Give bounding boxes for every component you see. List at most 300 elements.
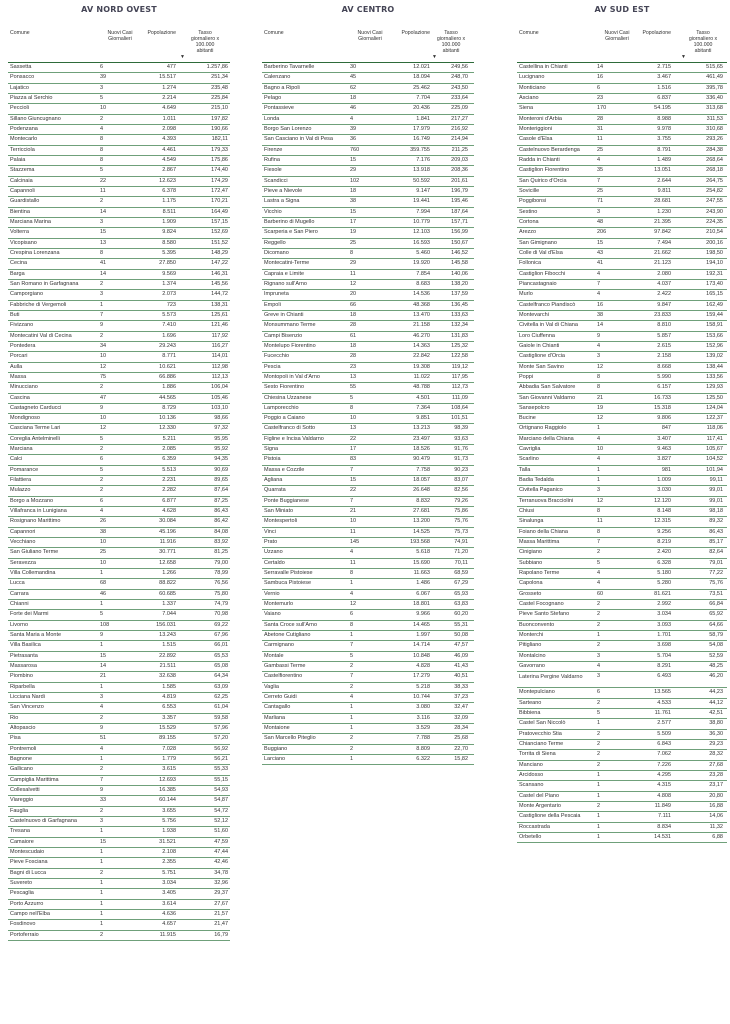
tasso-value: 224,35: [706, 218, 723, 225]
popolazione-value: 3.407: [657, 435, 671, 442]
comune-name: Castelfranco Piandiscò: [519, 301, 576, 308]
tasso-value: 105,46: [211, 394, 228, 401]
nuovi-casi-value: 15: [597, 239, 604, 246]
table-row: [517, 833, 727, 843]
nuovi-casi-value: 1: [350, 755, 354, 762]
table-row: [517, 590, 727, 600]
nuovi-casi-value: 12: [597, 415, 604, 422]
popolazione-value: 97.842: [654, 229, 671, 236]
table-row: [8, 208, 230, 218]
tasso-value: 32,09: [454, 714, 468, 721]
nuovi-casi-value: 12: [350, 280, 357, 287]
tasso-value: 116,27: [211, 342, 228, 349]
nuovi-casi-value: 28: [597, 115, 604, 122]
comune-name: Lucignano: [519, 74, 545, 81]
nuovi-casi-value: 41: [597, 260, 604, 267]
nuovi-casi-value: 1: [100, 683, 104, 690]
table-row: [8, 290, 230, 300]
nuovi-casi-value: 36: [350, 136, 357, 143]
header-tasso-line: 100.000: [441, 42, 461, 48]
popolazione-value: 48.788: [413, 384, 430, 391]
popolazione-value: 3.034: [657, 611, 671, 618]
tasso-value: 63,83: [454, 601, 468, 608]
popolazione-value: 13.470: [413, 311, 430, 318]
header-nuovi-casi: [589, 30, 645, 42]
comune-name: Pelago: [264, 94, 282, 101]
tasso-value: 114,01: [211, 353, 228, 360]
nuovi-casi-value: 2: [100, 487, 104, 494]
popolazione-value: 1.886: [162, 384, 176, 391]
comune-name: Crespina Lorenzana: [10, 249, 60, 256]
popolazione-value: 18.801: [413, 601, 430, 608]
nuovi-casi-value: 10: [100, 353, 107, 360]
table-row: [517, 466, 727, 476]
header-nuovi-casi-line: Giornalieri: [358, 36, 382, 42]
comune-name: Sambuca Pistoiese: [264, 580, 312, 587]
table-row: [517, 187, 727, 197]
popolazione-value: 18.094: [413, 74, 430, 81]
nuovi-casi-value: 46: [350, 105, 357, 112]
comune-name: Montelupo Fiorentino: [264, 342, 316, 349]
popolazione-value: 10.744: [413, 694, 430, 701]
popolazione-value: 5.218: [416, 683, 430, 690]
tasso-value: 71,20: [454, 549, 468, 556]
tasso-value: 16,88: [709, 802, 723, 809]
table-row: [517, 301, 727, 311]
tasso-value: 69,22: [214, 621, 228, 628]
popolazione-value: 9.463: [657, 446, 671, 453]
popolazione-value: 193.568: [410, 539, 430, 546]
tasso-value: 75,76: [454, 518, 468, 525]
popolazione-value: 3.034: [162, 879, 176, 886]
popolazione-value: 30.084: [159, 518, 176, 525]
comune-name: Pietrasanta: [10, 652, 38, 659]
table-row: [8, 693, 230, 703]
popolazione-value: 9.256: [657, 528, 671, 535]
comune-name: Barberino di Mugello: [264, 218, 315, 225]
nuovi-casi-value: 10: [350, 518, 357, 525]
table-row: [517, 740, 727, 750]
tasso-value: 99,01: [709, 497, 723, 504]
tasso-value: 44,23: [709, 689, 723, 696]
table-row: [262, 621, 474, 631]
comune-name: Coreglia Antelminelli: [10, 435, 60, 442]
comune-name: Torrita di Siena: [519, 751, 556, 758]
popolazione-value: 54.195: [654, 105, 671, 112]
table-row: [517, 94, 727, 104]
header-tasso-line: abitanti: [196, 48, 214, 54]
comune-name: Dicomano: [264, 249, 289, 256]
tasso-value: 47,59: [214, 838, 228, 845]
table-row: [517, 290, 727, 300]
popolazione-value: 981: [661, 466, 671, 473]
nuovi-casi-value: 6: [100, 64, 104, 70]
comune-name: Lucca: [10, 580, 25, 587]
comune-name: Monterchi: [519, 632, 544, 639]
comune-name: Marciano della Chiana: [519, 435, 574, 442]
table-row: [8, 455, 230, 465]
comune-name: Orbetello: [519, 833, 542, 840]
header-tasso-line: Tasso: [696, 30, 710, 36]
popolazione-value: 7.364: [416, 404, 430, 411]
tasso-value: 73,51: [709, 590, 723, 597]
nuovi-casi-value: 1: [350, 632, 354, 639]
table-row: [8, 827, 230, 837]
comune-name: Radda in Chianti: [519, 156, 560, 163]
tasso-value: 21,57: [214, 910, 228, 917]
panel-av-nord-ovest: [8, 4, 230, 941]
popolazione-value: 1.011: [162, 115, 176, 122]
popolazione-value: 11.849: [654, 802, 671, 809]
nuovi-casi-value: 2: [100, 115, 104, 122]
comune-name: Badia Tedalda: [519, 477, 554, 484]
comune-name: Montescudaio: [10, 848, 45, 855]
nuovi-casi-value: 18: [350, 311, 357, 318]
nuovi-casi-value: 61: [350, 332, 357, 339]
nuovi-casi-value: 83: [350, 456, 357, 463]
popolazione-value: 7.111: [658, 813, 671, 820]
comune-name: Londa: [264, 115, 280, 122]
tasso-value: 159,44: [706, 311, 723, 318]
table-row: [517, 342, 727, 352]
tasso-value: 87,25: [214, 497, 228, 504]
comune-name: Castel del Piano: [519, 792, 560, 799]
table-row: [517, 688, 727, 698]
popolazione-value: 60.685: [159, 590, 176, 597]
comune-name: Pieve Santo Stefano: [519, 611, 570, 618]
table-row: [262, 177, 474, 187]
comune-name: Sesto Fiorentino: [264, 384, 305, 391]
nuovi-casi-value: 9: [100, 632, 104, 639]
comune-name: Subbiano: [519, 559, 543, 566]
header-tasso: [180, 30, 230, 54]
comune-name: Bibbiena: [519, 710, 541, 717]
nuovi-casi-value: 1: [100, 900, 104, 907]
popolazione-value: 88.822: [159, 580, 176, 587]
tasso-value: 61,04: [214, 704, 228, 711]
popolazione-value: 8.810: [657, 322, 671, 329]
popolazione-value: 19.308: [413, 363, 430, 370]
tasso-value: 132,34: [451, 322, 468, 329]
comune-name: Cecina: [10, 260, 28, 267]
nuovi-casi-value: 30: [350, 64, 357, 70]
tasso-value: 68,59: [454, 570, 468, 577]
comune-name: Vecchiano: [10, 539, 36, 546]
tasso-value: 140,06: [451, 270, 468, 277]
nuovi-casi-value: 1: [597, 477, 601, 484]
popolazione-value: 1.230: [657, 208, 671, 215]
popolazione-value: 5.513: [162, 466, 176, 473]
popolazione-value: 30.771: [159, 549, 176, 556]
nuovi-casi-value: 6: [100, 456, 104, 463]
popolazione-value: 8.683: [416, 280, 430, 287]
header-tasso-line: giornaliero x: [688, 36, 718, 42]
table-row: [262, 693, 474, 703]
tasso-value: 60,20: [454, 611, 468, 618]
table-row: [8, 600, 230, 610]
tasso-value: 86,42: [214, 518, 228, 525]
comune-name: Empoli: [264, 301, 281, 308]
popolazione-value: 3.030: [657, 487, 671, 494]
table-row: [517, 63, 727, 73]
table-row: [262, 631, 474, 641]
panel-title: AV CENTRO: [341, 5, 395, 14]
table-row: [262, 683, 474, 693]
comune-name: Sarteano: [519, 699, 542, 706]
popolazione-value: 8.988: [657, 115, 671, 122]
popolazione-value: 4.828: [416, 663, 430, 670]
table-row: [517, 569, 727, 579]
nuovi-casi-value: 3: [100, 218, 104, 225]
table-row: [8, 848, 230, 858]
comune-name: Guardistallo: [10, 198, 40, 205]
comune-name: Bagno a Ripoli: [264, 84, 300, 91]
table-row: [262, 166, 474, 176]
nuovi-casi-value: 102: [350, 177, 360, 184]
nuovi-casi-value: 21: [597, 394, 604, 401]
tasso-value: 38,80: [709, 720, 723, 727]
tasso-value: 56,92: [214, 745, 228, 752]
nuovi-casi-value: 12: [350, 601, 357, 608]
comune-name: San Gimignano: [519, 239, 557, 246]
comune-name: Fosdinovo: [10, 921, 36, 928]
popolazione-value: 6.359: [162, 456, 176, 463]
table-row: [517, 311, 727, 321]
tasso-value: 54,08: [709, 642, 723, 649]
tasso-value: 251,34: [211, 74, 228, 81]
popolazione-value: 1.337: [162, 601, 176, 608]
nuovi-casi-value: 5: [597, 559, 601, 566]
popolazione-value: 4.628: [162, 508, 176, 515]
nuovi-casi-value: 4: [597, 270, 601, 277]
nuovi-casi-value: 8: [597, 384, 601, 391]
comune-name: Chianciano Terme: [519, 741, 564, 747]
tasso-value: 79,01: [709, 559, 723, 566]
table-row: [262, 538, 474, 548]
comune-name: Scansano: [519, 782, 544, 789]
table-row: [517, 548, 727, 558]
table-row: [517, 166, 727, 176]
header-popolazione: Popolazione: [401, 30, 430, 36]
table-row: [517, 699, 727, 709]
nuovi-casi-value: 4: [100, 125, 104, 132]
popolazione-value: 16.733: [654, 394, 671, 401]
comune-name: Castelnuovo di Garfagnana: [10, 817, 77, 824]
table-row: [517, 538, 727, 548]
tasso-value: 25,68: [454, 735, 468, 742]
popolazione-value: 66.886: [159, 373, 176, 380]
comune-name: Mondignoso: [10, 415, 40, 422]
nuovi-casi-value: 25: [350, 239, 357, 246]
table-row: [517, 228, 727, 238]
comune-name: Arezzo: [519, 229, 537, 236]
tasso-value: 225,84: [211, 94, 228, 101]
popolazione-value: 7.494: [657, 239, 671, 246]
table-row: [262, 435, 474, 445]
popolazione-value: 8.834: [657, 823, 671, 830]
tasso-value: 46,09: [454, 652, 468, 659]
nuovi-casi-value: 25: [597, 187, 604, 194]
table-row: [262, 517, 474, 527]
nuovi-casi-value: 28: [350, 353, 357, 360]
table-row: [262, 559, 474, 569]
table-row: [517, 528, 727, 538]
comune-name: Montecatini-Terme: [264, 260, 310, 267]
tasso-value: 133,56: [706, 373, 723, 380]
popolazione-value: 12.623: [159, 177, 176, 184]
popolazione-value: 7.788: [416, 735, 430, 742]
table-row: [8, 466, 230, 476]
comune-name: Pistoia: [264, 456, 281, 463]
nuovi-casi-value: 3: [100, 291, 104, 298]
nuovi-casi-value: 11: [350, 559, 356, 566]
header-tasso-line: giornaliero x: [190, 36, 220, 42]
comune-name: Chiesina Uzzanese: [264, 394, 312, 401]
nuovi-casi-value: 8: [100, 146, 104, 153]
nuovi-casi-value: 2: [100, 714, 104, 721]
popolazione-value: 89.155: [159, 735, 176, 742]
comune-name: Montalcino: [519, 652, 546, 659]
popolazione-value: 5.180: [657, 570, 671, 577]
nuovi-casi-value: 206: [597, 229, 607, 236]
nuovi-casi-value: 12: [100, 363, 107, 370]
comune-name: Aulla: [10, 363, 23, 370]
table-row: [262, 745, 474, 755]
popolazione-value: 9.851: [416, 415, 430, 422]
tasso-value: 174,40: [211, 167, 228, 174]
table-row: [262, 363, 474, 373]
nuovi-casi-value: 13: [100, 239, 107, 246]
nuovi-casi-value: 2: [350, 663, 354, 670]
table-row: [8, 734, 230, 744]
comune-name: Vernio: [264, 590, 280, 597]
popolazione-value: 2.080: [657, 270, 671, 277]
comune-name: Pitigliano: [519, 642, 542, 649]
table-row: [8, 621, 230, 631]
tasso-value: 42,46: [214, 859, 228, 866]
tasso-value: 310,68: [706, 125, 723, 132]
comune-name: Sinalunga: [519, 518, 544, 525]
popolazione-value: 8.219: [657, 539, 671, 546]
popolazione-value: 14.465: [413, 621, 430, 628]
comune-name: Buggiano: [264, 745, 288, 752]
nuovi-casi-value: 20: [350, 291, 357, 298]
tasso-value: 83,07: [454, 477, 468, 484]
popolazione-value: 6.328: [657, 559, 671, 566]
comune-name: San Miniato: [264, 508, 294, 515]
nuovi-casi-value: 4: [100, 508, 104, 515]
tasso-value: 164,49: [211, 208, 228, 215]
tasso-value: 54,93: [214, 786, 228, 793]
popolazione-value: 44.565: [159, 394, 176, 401]
tasso-value: 65,92: [709, 611, 723, 618]
nuovi-casi-value: 18: [350, 187, 357, 194]
tasso-value: 66,84: [709, 601, 723, 608]
nuovi-casi-value: 75: [100, 373, 107, 380]
header-nuovi-casi-line: Giornalieri: [108, 36, 132, 42]
nuovi-casi-value: 9: [100, 322, 104, 329]
comune-name: Forte dei Marmi: [10, 611, 49, 618]
header-tasso-line: 100.000: [195, 42, 215, 48]
table-row: [8, 135, 230, 145]
popolazione-value: 5.211: [162, 435, 176, 442]
popolazione-value: 17.279: [413, 673, 430, 680]
popolazione-value: 27.681: [413, 508, 430, 515]
tasso-value: 284,38: [706, 146, 723, 153]
tasso-value: 158,91: [706, 322, 723, 329]
popolazione-value: 50.592: [413, 177, 430, 184]
table-row: [517, 424, 727, 434]
nuovi-casi-value: 11: [100, 187, 106, 194]
comune-name: Carmignano: [264, 642, 294, 649]
table-row: [517, 239, 727, 249]
header-popolazione: Popolazione: [147, 30, 176, 36]
table-row: [262, 187, 474, 197]
table-row: [517, 332, 727, 342]
nuovi-casi-value: 14: [597, 322, 604, 329]
nuovi-casi-value: 2: [100, 869, 104, 876]
table-row: [517, 445, 727, 455]
nuovi-casi-value: 3: [100, 84, 104, 91]
comune-name: Rufina: [264, 156, 280, 163]
tasso-value: 37,23: [454, 694, 468, 701]
tasso-value: 87,64: [214, 487, 228, 494]
comune-name: Montepulciano: [519, 689, 555, 696]
table-row: [262, 208, 474, 218]
tasso-value: 32,96: [214, 879, 228, 886]
tasso-value: 395,78: [706, 84, 723, 91]
table-row: [262, 228, 474, 238]
nuovi-casi-value: 4: [597, 456, 601, 463]
tasso-value: 194,10: [706, 260, 723, 267]
comune-name: Villa Basilica: [10, 642, 41, 649]
tasso-value: 65,93: [454, 590, 468, 597]
tasso-value: 36,30: [709, 730, 723, 737]
table-row: [8, 146, 230, 156]
comune-name: Pieve Fosciana: [10, 859, 48, 866]
tasso-value: 46,20: [709, 673, 723, 680]
tasso-value: 150,67: [451, 239, 468, 246]
table-row: [8, 156, 230, 166]
popolazione-value: 7.854: [416, 270, 430, 277]
nuovi-casi-value: 15: [350, 156, 357, 163]
tasso-value: 48,25: [709, 663, 723, 670]
nuovi-casi-value: 1: [100, 921, 104, 928]
table-row: [8, 817, 230, 827]
table-row: [8, 538, 230, 548]
table-row: [517, 641, 727, 651]
popolazione-value: 1.274: [162, 84, 176, 91]
popolazione-value: 32.638: [159, 673, 176, 680]
comune-name: Vaiano: [264, 611, 281, 618]
table-row: [262, 239, 474, 249]
nuovi-casi-value: 1: [100, 828, 104, 835]
table-row: [8, 765, 230, 775]
nuovi-casi-value: 8: [100, 249, 104, 256]
popolazione-value: 21.158: [413, 322, 430, 329]
popolazione-value: 9.978: [657, 125, 671, 132]
popolazione-value: 1.997: [416, 632, 430, 639]
table-row: [262, 73, 474, 83]
popolazione-value: 7.028: [162, 745, 176, 752]
tasso-value: 148,29: [211, 249, 228, 256]
table-row: [262, 352, 474, 362]
table-row: [8, 641, 230, 651]
tasso-value: 336,40: [706, 94, 723, 101]
popolazione-value: 2.577: [657, 720, 671, 727]
comune-name: Castiglion Fiorentino: [519, 167, 570, 174]
table-row: [8, 776, 230, 786]
